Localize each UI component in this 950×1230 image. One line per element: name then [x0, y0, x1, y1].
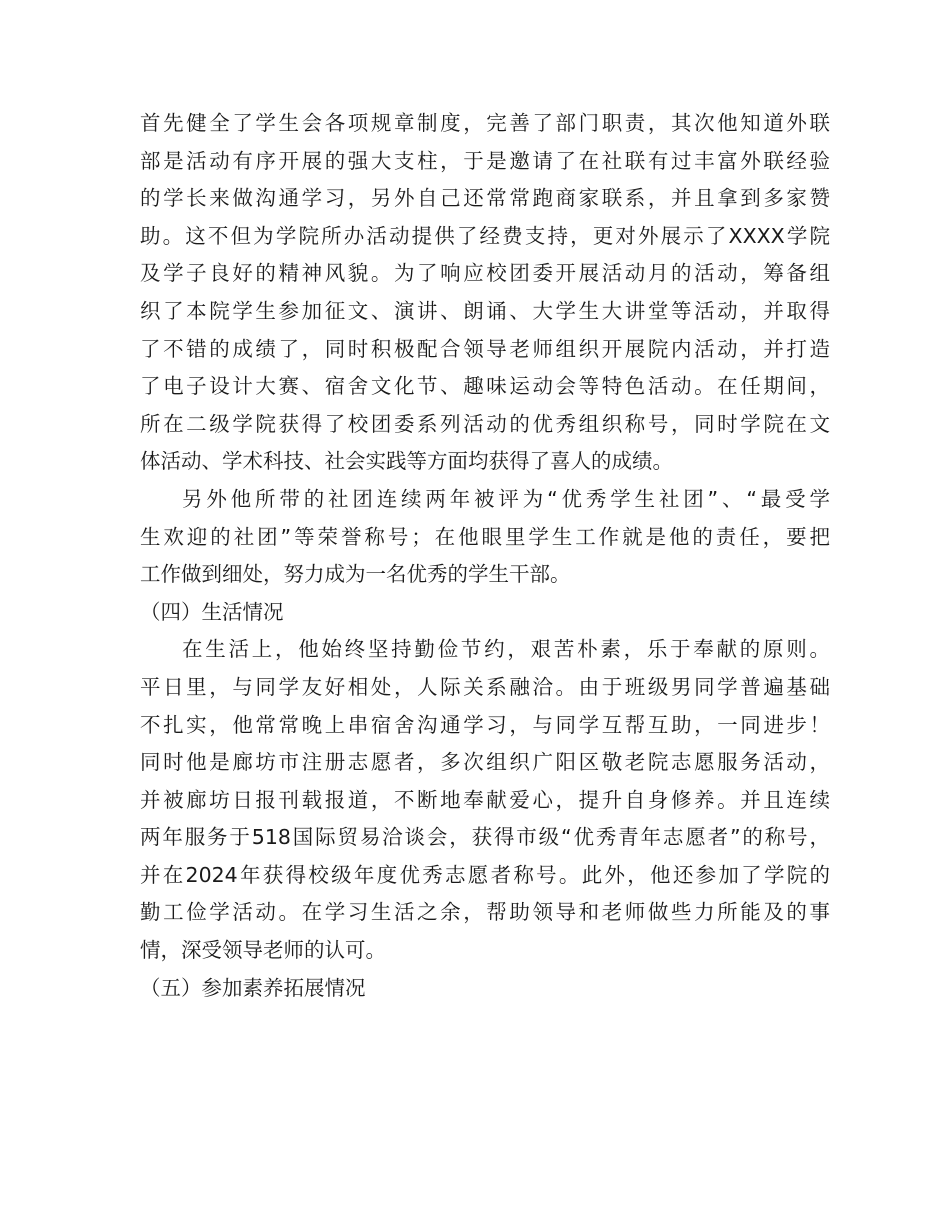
text-line: 了不错的成绩了，同时积极配合领导老师组织开展院内活动，并打造	[140, 336, 830, 361]
text-line: 部是活动有序开展的强大支柱，于是邀请了在社联有过丰富外联经验	[140, 148, 830, 173]
text-line: 平日里，与同学友好相处，人际关系融洽。由于班级男同学普遍基础	[140, 674, 830, 699]
text-line: 首先健全了学生会各项规章制度，完善了部门职责，其次他知道外联	[140, 111, 830, 135]
text-line: 在生活上，他始终坚持勤俭节约，艰苦朴素，乐于奉献的原则。	[182, 637, 830, 662]
text-line: 不扎实，他常常晚上串宿舍沟通学习，与同学互帮互助，一同进步！	[140, 712, 830, 737]
text-line: 体活动、学术科技、社会实践等方面均获得了喜人的成绩。	[140, 449, 673, 474]
section-heading	[140, 594, 830, 632]
heading-text: （四）生活情况	[140, 599, 284, 624]
paragraph	[140, 631, 830, 969]
text-line: 勤工俭学活动。在学习生活之余，帮助领导和老师做些力所能及的事	[140, 900, 830, 925]
text-line: 了电子设计大赛、宿舍文化节、趣味运动会等特色活动。在任期间，	[140, 374, 830, 399]
text-line: 情，深受领导老师的认可。	[140, 938, 386, 963]
text-line: 并在2024年获得校级年度优秀志愿者称号。此外，他还参加了学院的	[140, 862, 830, 887]
text-line: 并被廊坊日报刊载报道，不断地奉献爱心，提升自身修养。并且连续	[140, 787, 830, 812]
text-line: 同时他是廊坊市注册志愿者，多次组织广阳区敬老院志愿服务活动，	[140, 750, 830, 775]
text-line: 的学长来做沟通学习，另外自己还常常跑商家联系，并且拿到多家赞	[140, 186, 830, 211]
text-line: 所在二级学院获得了校团委系列活动的优秀组织称号，同时学院在文	[140, 411, 830, 436]
text-line: 另外他所带的社团连续两年被评为“优秀学生社团”、“最受学	[182, 486, 830, 511]
text-line: 生欢迎的社团”等荣誉称号；在他眼里学生工作就是他的责任，要把	[140, 524, 830, 549]
section-heading	[140, 970, 830, 1008]
text-line: 及学子良好的精神风貌。为了响应校团委开展活动月的活动，筹备组	[140, 261, 830, 286]
heading-text: （五）参加素养拓展情况	[140, 975, 366, 1000]
text-line: 工作做到细处，努力成为一名优秀的学生干部。	[140, 562, 571, 587]
document-body	[140, 105, 830, 1007]
text-line: 两年服务于518国际贸易洽谈会，获得市级“优秀青年志愿者”的称号，	[140, 825, 830, 850]
paragraph	[140, 105, 830, 481]
text-line: 助。这不但为学院所办活动提供了经费支持，更对外展示了XXXX学院	[140, 223, 830, 248]
text-line: 织了本院学生参加征文、演讲、朗诵、大学生大讲堂等活动，并取得	[140, 298, 830, 323]
paragraph	[140, 481, 830, 594]
